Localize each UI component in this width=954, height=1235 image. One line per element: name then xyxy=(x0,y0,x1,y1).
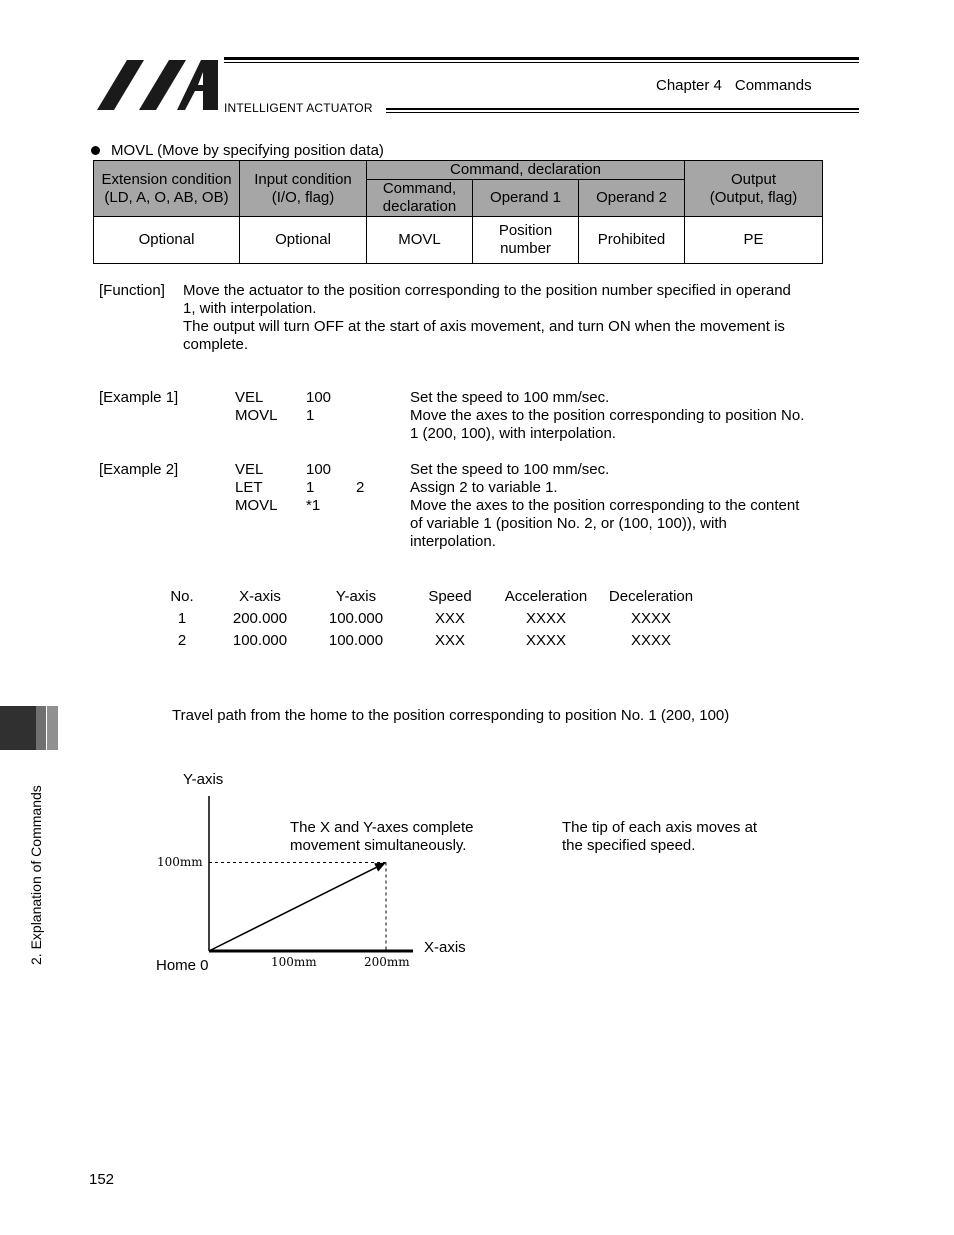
cell-operand2: Prohibited xyxy=(579,217,685,264)
code-desc: interpolation. xyxy=(410,533,496,550)
code-desc: Set the speed to 100 mm/sec. xyxy=(410,389,610,406)
side-section-label: 2. Explanation of Commands xyxy=(28,785,44,965)
example2-commands xyxy=(235,461,278,515)
chapter-tab xyxy=(36,706,46,750)
header-rule xyxy=(224,62,859,63)
pos-col-y: Y-axis 100.000 100.000 xyxy=(328,588,384,649)
code-cmd: MOVL xyxy=(235,497,278,514)
function-description: Move the actuator to the position corresponding to the position number specified in operand 1, with interpolation. The output will turn OFF at the start of axis movement, and turn ON when the movement is complete. xyxy=(183,282,791,353)
code-desc: Assign 2 to variable 1. xyxy=(410,479,558,496)
cell-input: Optional xyxy=(240,217,367,264)
home-label: Home 0 xyxy=(156,957,209,974)
chapter-tab xyxy=(0,706,36,750)
example1-descriptions xyxy=(410,389,830,443)
example1-label: [Example 1] xyxy=(99,389,179,406)
command-table xyxy=(93,160,823,264)
example1-commands xyxy=(235,389,278,425)
header-input-condition: Input condition (I/O, flag) xyxy=(240,161,367,217)
code-desc: 1 (200, 100), with interpolation. xyxy=(410,425,616,442)
page-number: 152 xyxy=(89,1171,115,1188)
cell-extension: Optional xyxy=(94,217,240,264)
x-axis-label: X-axis xyxy=(424,939,466,956)
example2-operand2: 2 xyxy=(356,479,365,496)
example2-operands xyxy=(306,461,331,515)
x-tick-label: 100mm xyxy=(271,955,317,969)
code-desc: Move the axes to the position corresponding to position No. xyxy=(410,407,805,424)
y-axis-label: Y-axis xyxy=(183,771,224,788)
pos-col-speed: Speed XXX XXX xyxy=(428,588,472,649)
pos-col-decel: Deceleration XXXX XXXX xyxy=(608,588,694,649)
bullet-icon xyxy=(91,146,100,155)
code-desc: of variable 1 (position No. 2, or (100, 100)), with xyxy=(410,515,727,532)
code-op: 1 xyxy=(306,407,315,424)
pos-col-no: No. 1 2 xyxy=(170,588,194,649)
chapter-heading: Chapter 4 Commands xyxy=(656,77,812,94)
header-operand1: Operand 1 xyxy=(473,180,579,217)
header-extension-condition: Extension condition (LD, A, O, AB, OB) xyxy=(94,161,240,217)
code-desc: Set the speed to 100 mm/sec. xyxy=(410,461,610,478)
code-op: *1 xyxy=(306,497,321,514)
example1-operands xyxy=(306,389,331,425)
cell-operand1: Position number xyxy=(473,217,579,264)
diagram-note-simultaneous: The X and Y-axes complete movement simultaneously. xyxy=(290,819,474,854)
y-tick-label: 100mm xyxy=(157,855,203,869)
pos-col-x: X-axis 200.000 100.000 xyxy=(232,588,288,649)
header-operand2: Operand 2 xyxy=(579,180,685,217)
code-cmd: LET xyxy=(235,479,263,496)
header-command-group: Command, declaration xyxy=(367,161,685,180)
travel-path-diagram xyxy=(150,780,500,990)
function-label: [Function] xyxy=(99,282,165,299)
x-tick-label: 200mm xyxy=(364,955,410,969)
diagram-caption: Travel path from the home to the position corresponding to position No. 1 (200, 100) xyxy=(172,707,730,724)
brand-name: INTELLIGENT ACTUATOR xyxy=(224,101,373,115)
section-title: MOVL (Move by specifying position data) xyxy=(111,142,384,159)
cell-command: MOVL xyxy=(367,217,473,264)
header-rule xyxy=(386,112,859,113)
diagram-note-speed: The tip of each axis moves at the specified speed. xyxy=(562,819,758,854)
code-cmd: VEL xyxy=(235,461,264,478)
code-cmd: VEL xyxy=(235,389,264,406)
code-op: 100 xyxy=(306,461,332,478)
cell-output: PE xyxy=(685,217,823,264)
example2-descriptions xyxy=(410,461,830,551)
header-output: Output (Output, flag) xyxy=(685,161,823,217)
code-desc: Move the axes to the position corresponding to the content xyxy=(410,497,800,514)
code-op: 1 xyxy=(306,479,315,496)
header-command: Command, declaration xyxy=(367,180,473,217)
code-op: 100 xyxy=(306,389,332,406)
pos-col-accel: Acceleration XXXX XXXX xyxy=(504,588,588,649)
iai-logo xyxy=(97,58,222,112)
code-cmd: MOVL xyxy=(235,407,278,424)
header-rule xyxy=(224,57,859,60)
travel-path-line xyxy=(209,867,376,951)
header-rule xyxy=(386,108,859,110)
example2-label: [Example 2] xyxy=(99,461,179,478)
chapter-tab xyxy=(47,706,58,750)
